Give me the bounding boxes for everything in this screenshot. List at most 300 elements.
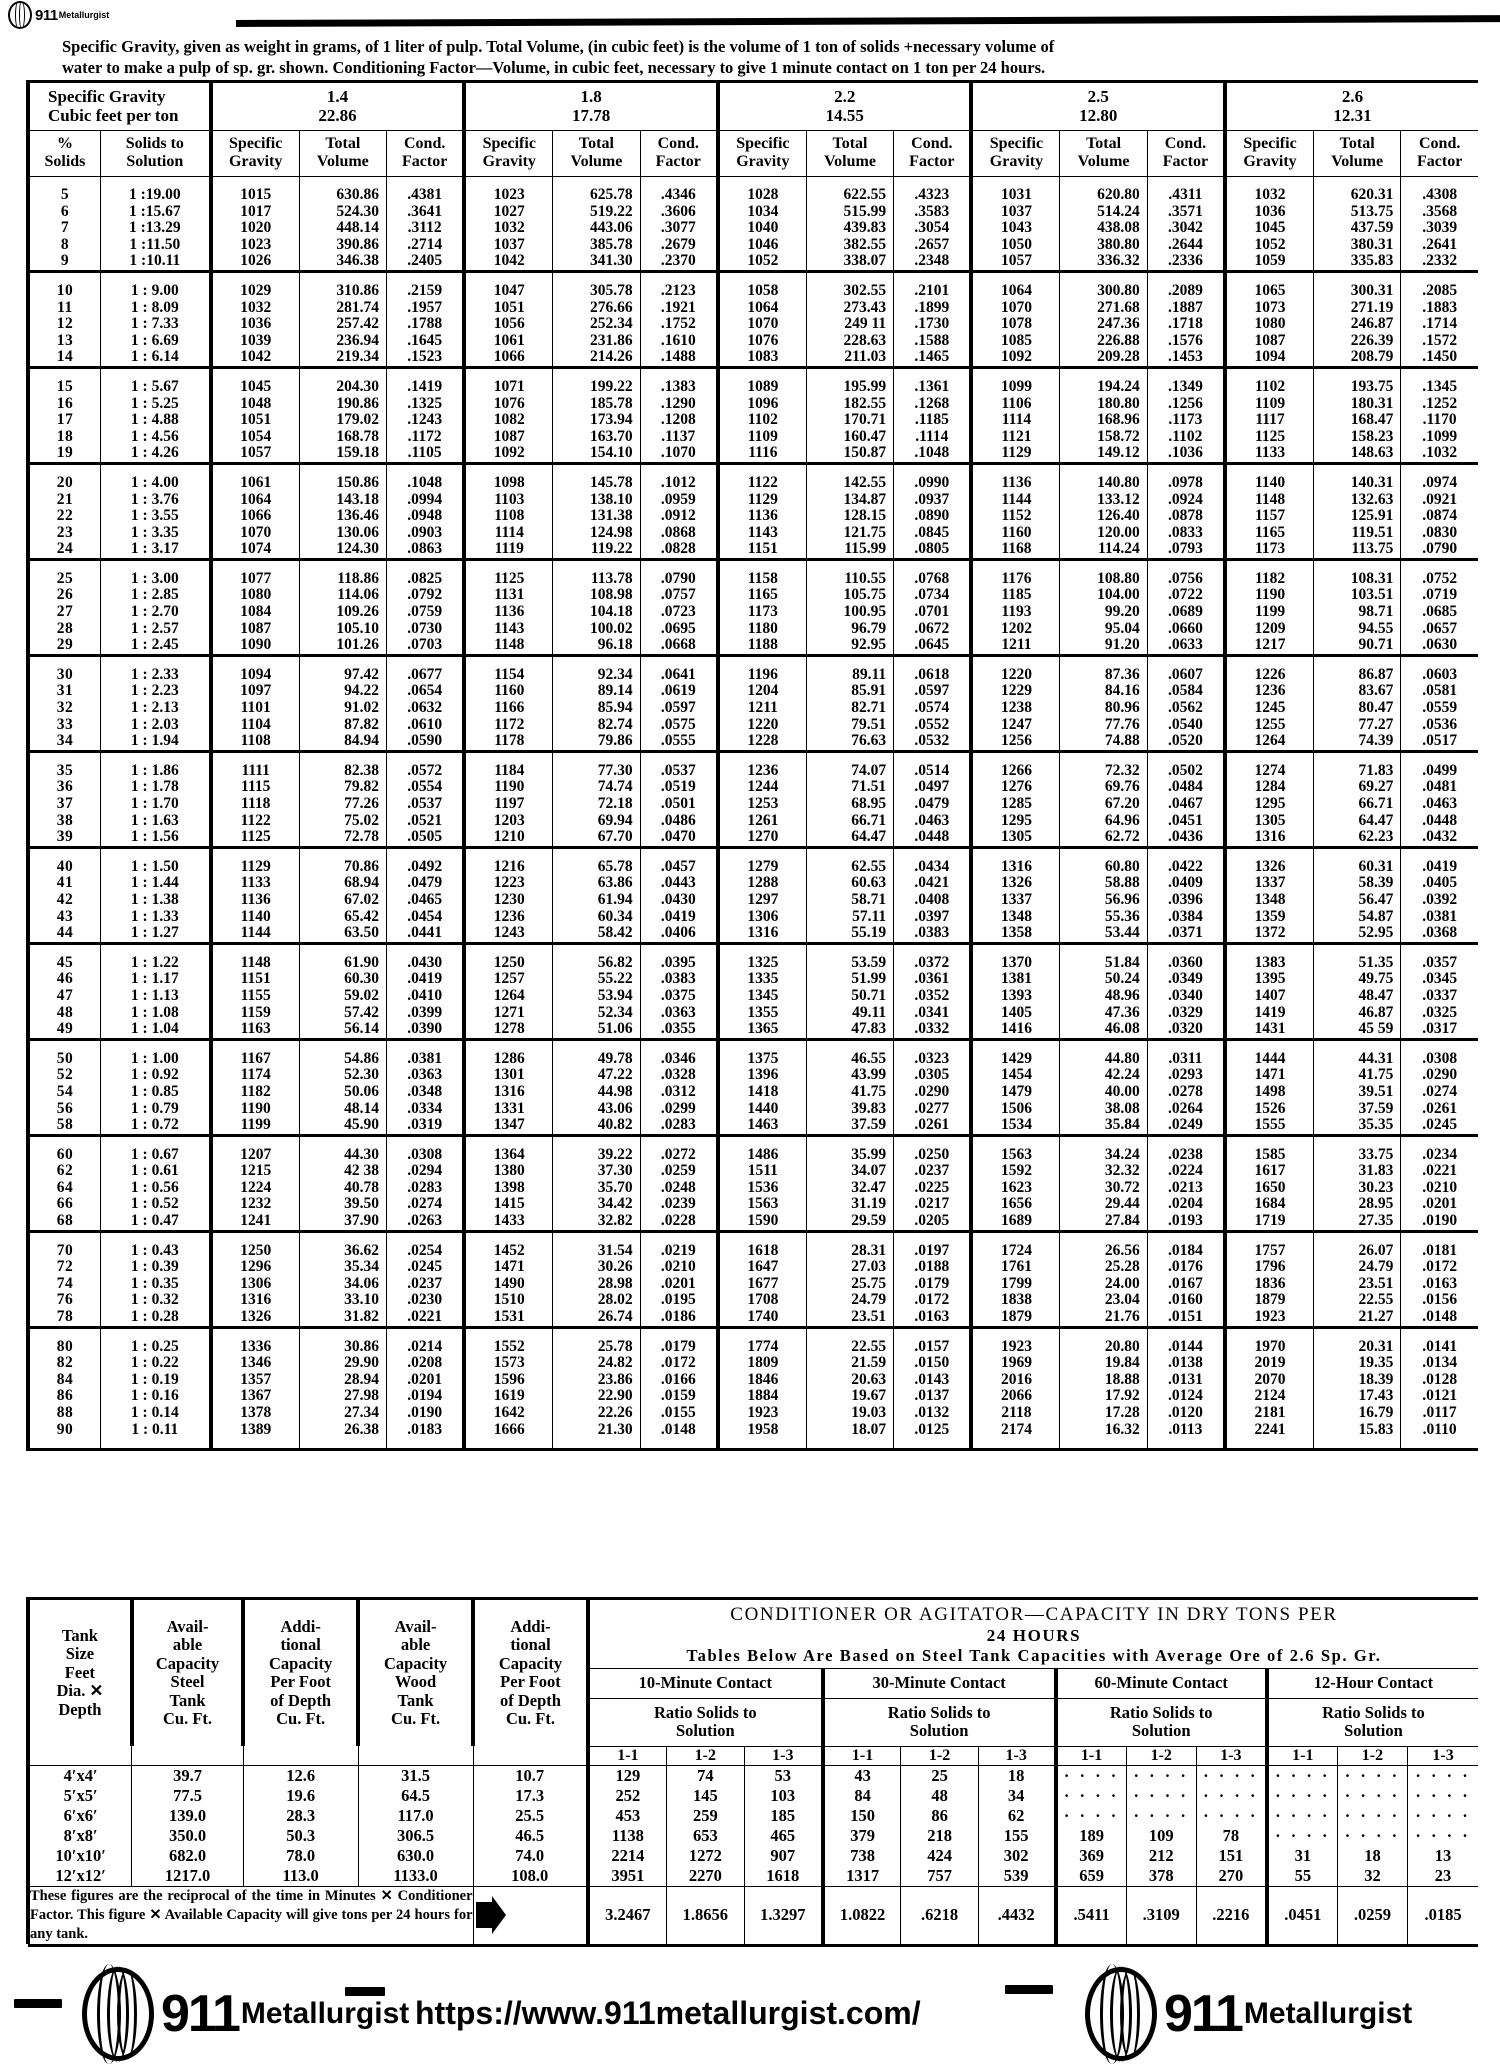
cell-specific-gravity: 1136 bbox=[971, 475, 1059, 492]
cell-total-volume: 439.83 bbox=[806, 220, 893, 237]
cell-cond-factor: .0723 bbox=[640, 604, 718, 621]
cell-pct-solids: 31 bbox=[28, 683, 100, 700]
header-specific-gravity-4: Specific Gravity bbox=[1225, 131, 1313, 177]
cell-cond-factor: .0352 bbox=[894, 988, 972, 1005]
cell-specific-gravity: 1087 bbox=[211, 621, 299, 638]
cell-cond-factor: .0283 bbox=[387, 1180, 465, 1197]
cell-specific-gravity: 1708 bbox=[718, 1292, 806, 1309]
cell-cond-factor: .0357 bbox=[1401, 955, 1478, 972]
cell-total-volume: 44.30 bbox=[299, 1147, 386, 1164]
header-total-volume-4: Total Volume bbox=[1313, 131, 1400, 177]
cell-total-volume: 44.31 bbox=[1313, 1051, 1400, 1068]
cell-specific-gravity: 1393 bbox=[971, 988, 1059, 1005]
table-row bbox=[28, 1309, 1478, 1327]
cell-specific-gravity: 1348 bbox=[971, 909, 1059, 926]
cell-total-volume: 48.96 bbox=[1060, 988, 1147, 1005]
cell-total-volume: 61.94 bbox=[553, 892, 640, 909]
cell-total-volume: 514.24 bbox=[1060, 204, 1147, 221]
cell-specific-gravity: 1066 bbox=[211, 508, 299, 525]
cell-cond-factor: .0948 bbox=[387, 508, 465, 525]
cell-total-volume: 54.86 bbox=[299, 1051, 386, 1068]
cell-cond-factor: .4346 bbox=[640, 187, 718, 204]
cell-cond-factor: .0397 bbox=[894, 909, 972, 926]
cell-total-volume: 58.88 bbox=[1060, 875, 1147, 892]
cell-cond-factor: .0337 bbox=[1401, 988, 1478, 1005]
cell-solids-to-solution: 1 : 0.72 bbox=[100, 1117, 210, 1135]
header-cond-factor-3: Cond. Factor bbox=[1147, 131, 1225, 177]
conditioner-cell-11: 13 bbox=[1408, 1846, 1478, 1866]
cell-specific-gravity: 1125 bbox=[464, 571, 552, 588]
cell-cond-factor: .0228 bbox=[640, 1213, 718, 1231]
cell-cond-factor: .0520 bbox=[1147, 733, 1225, 751]
cell-specific-gravity: 1498 bbox=[1225, 1084, 1313, 1101]
cell-total-volume: 24.82 bbox=[553, 1355, 640, 1372]
cell-pct-solids: 37 bbox=[28, 796, 100, 813]
cell-solids-to-solution: 1 : 1.78 bbox=[100, 779, 210, 796]
cell-specific-gravity: 1051 bbox=[211, 412, 299, 429]
intro-line-2: water to make a pulp of sp. gr. shown. Conditioning Factor—Volume, in cubic feet, necessary to give 1 minute contact on 1 ton per 24 hours. bbox=[62, 58, 1046, 77]
cell-total-volume: 31.19 bbox=[806, 1196, 893, 1213]
cell-solids-to-solution: 1 :19.00 bbox=[100, 187, 210, 204]
cell-cond-factor: .1572 bbox=[1401, 333, 1478, 350]
cell-specific-gravity: 1020 bbox=[211, 220, 299, 237]
cell-cond-factor: .0554 bbox=[387, 779, 465, 796]
cell-cond-factor: .0121 bbox=[1401, 1388, 1478, 1405]
cell-cond-factor: .0517 bbox=[1401, 733, 1478, 751]
cell-total-volume: 281.74 bbox=[299, 300, 386, 317]
cell-pct-solids: 74 bbox=[28, 1276, 100, 1293]
cell-total-volume: 89.11 bbox=[806, 667, 893, 684]
cell-cond-factor: .3583 bbox=[894, 204, 972, 221]
cell-cond-factor: .0159 bbox=[640, 1388, 718, 1405]
cell-total-volume: 23.04 bbox=[1060, 1292, 1147, 1309]
cell-total-volume: 51.99 bbox=[806, 971, 893, 988]
cell-cond-factor: .0484 bbox=[1147, 779, 1225, 796]
tank-cell-3: 630.0 bbox=[358, 1846, 473, 1866]
cell-total-volume: 60.31 bbox=[1313, 859, 1400, 876]
conditioner-cell-2: 1618 bbox=[744, 1866, 822, 1887]
cell-total-volume: 30.26 bbox=[553, 1259, 640, 1276]
cell-total-volume: 380.31 bbox=[1313, 237, 1400, 254]
table-row bbox=[28, 892, 1478, 909]
cell-specific-gravity: 1114 bbox=[464, 525, 552, 542]
cell-specific-gravity: 1923 bbox=[1225, 1309, 1313, 1327]
table-row bbox=[28, 621, 1478, 638]
cell-cond-factor: .0833 bbox=[1147, 525, 1225, 542]
cell-cond-factor: .0633 bbox=[1147, 637, 1225, 655]
cell-cond-factor: .0903 bbox=[387, 525, 465, 542]
cell-total-volume: 22.90 bbox=[553, 1388, 640, 1405]
cell-total-volume: 252.34 bbox=[553, 316, 640, 333]
cell-specific-gravity: 1724 bbox=[971, 1243, 1059, 1260]
cell-specific-gravity: 1052 bbox=[718, 253, 806, 271]
tank-cell-3: 64.5 bbox=[358, 1786, 473, 1806]
cell-cond-factor: .0205 bbox=[894, 1213, 972, 1231]
cell-specific-gravity: 1061 bbox=[464, 333, 552, 350]
cell-cond-factor: .0607 bbox=[1147, 667, 1225, 684]
cell-cond-factor: .1208 bbox=[640, 412, 718, 429]
cell-specific-gravity: 1152 bbox=[971, 508, 1059, 525]
cell-total-volume: 300.31 bbox=[1313, 283, 1400, 300]
cell-specific-gravity: 1087 bbox=[1225, 333, 1313, 350]
conditioner-cell-1: 653 bbox=[666, 1826, 744, 1846]
cell-cond-factor: .0792 bbox=[387, 587, 465, 604]
cell-specific-gravity: 1090 bbox=[211, 637, 299, 655]
table-row bbox=[28, 1826, 1478, 1846]
cell-pct-solids: 11 bbox=[28, 300, 100, 317]
cell-total-volume: 302.55 bbox=[806, 283, 893, 300]
cell-solids-to-solution: 1 :11.50 bbox=[100, 237, 210, 254]
cell-cond-factor: .2101 bbox=[894, 283, 972, 300]
cell-total-volume: 108.98 bbox=[553, 587, 640, 604]
top-watermark bbox=[8, 2, 109, 28]
cell-specific-gravity: 1136 bbox=[464, 604, 552, 621]
cell-specific-gravity: 1618 bbox=[718, 1243, 806, 1260]
cell-specific-gravity: 1074 bbox=[211, 541, 299, 559]
cell-specific-gravity: 1278 bbox=[464, 1021, 552, 1039]
conditioner-cell-0: 1138 bbox=[588, 1826, 666, 1846]
cell-solids-to-solution: 1 : 2.57 bbox=[100, 621, 210, 638]
cell-specific-gravity: 1052 bbox=[1225, 237, 1313, 254]
table-row bbox=[28, 813, 1478, 830]
cell-total-volume: 204.30 bbox=[299, 379, 386, 396]
conditioner-cell-10: · · · · bbox=[1337, 1806, 1407, 1826]
cell-cond-factor: .0434 bbox=[894, 859, 972, 876]
cell-cond-factor: .0409 bbox=[1147, 875, 1225, 892]
cell-total-volume: 71.51 bbox=[806, 779, 893, 796]
cell-total-volume: 77.76 bbox=[1060, 717, 1147, 734]
table-row bbox=[28, 1292, 1478, 1309]
cell-total-volume: 32.32 bbox=[1060, 1163, 1147, 1180]
cell-specific-gravity: 1032 bbox=[464, 220, 552, 237]
cell-total-volume: 26.74 bbox=[553, 1309, 640, 1327]
group-header-2-2: 2.2 14.55 bbox=[718, 82, 972, 131]
cell-total-volume: 55.19 bbox=[806, 925, 893, 943]
cell-cond-factor: .0151 bbox=[1147, 1309, 1225, 1327]
cell-cond-factor: .2657 bbox=[894, 237, 972, 254]
cell-total-volume: 513.75 bbox=[1313, 204, 1400, 221]
conditioner-title: CONDITIONER OR AGITATOR—CAPACITY IN DRY TONS PER 24 HOURS Tables Below Are Based on Steel Tank Capacities with Average Ore of 2.6 Sp. Gr. bbox=[588, 1599, 1478, 1669]
cell-specific-gravity: 1070 bbox=[971, 300, 1059, 317]
table-row bbox=[28, 988, 1478, 1005]
table-row bbox=[28, 1388, 1478, 1405]
table-row bbox=[28, 349, 1478, 367]
cell-pct-solids: 21 bbox=[28, 492, 100, 509]
cell-specific-gravity: 1563 bbox=[718, 1196, 806, 1213]
cell-total-volume: 143.18 bbox=[299, 492, 386, 509]
cell-total-volume: 437.59 bbox=[1313, 220, 1400, 237]
cell-cond-factor: .0521 bbox=[387, 813, 465, 830]
header-pct-solids: % Solids bbox=[28, 131, 100, 177]
cell-cond-factor: .0213 bbox=[1147, 1180, 1225, 1197]
conditioner-cell-2: 907 bbox=[744, 1846, 822, 1866]
cell-specific-gravity: 1080 bbox=[211, 587, 299, 604]
conditioner-cell-10: · · · · bbox=[1337, 1786, 1407, 1806]
cell-cond-factor: .0619 bbox=[640, 683, 718, 700]
cell-specific-gravity: 1106 bbox=[971, 396, 1059, 413]
cell-cond-factor: .0828 bbox=[640, 541, 718, 559]
cell-total-volume: 119.22 bbox=[553, 541, 640, 559]
cell-cond-factor: .0261 bbox=[894, 1117, 972, 1135]
cell-specific-gravity: 1367 bbox=[211, 1388, 299, 1405]
cell-solids-to-solution: 1 : 0.79 bbox=[100, 1101, 210, 1118]
cell-total-volume: 37.59 bbox=[1313, 1101, 1400, 1118]
cell-specific-gravity: 1347 bbox=[464, 1117, 552, 1135]
cell-total-volume: 515.99 bbox=[806, 204, 893, 221]
cell-solids-to-solution: 1 : 1.56 bbox=[100, 829, 210, 847]
cell-cond-factor: .1170 bbox=[1401, 412, 1478, 429]
cell-specific-gravity: 1118 bbox=[211, 796, 299, 813]
cell-pct-solids: 50 bbox=[28, 1051, 100, 1068]
cell-total-volume: 72.78 bbox=[299, 829, 386, 847]
cell-specific-gravity: 1345 bbox=[718, 988, 806, 1005]
tank-cell-2: 28.3 bbox=[243, 1806, 358, 1826]
cell-solids-to-solution: 1 : 3.17 bbox=[100, 541, 210, 559]
cell-specific-gravity: 1452 bbox=[464, 1243, 552, 1260]
cell-total-volume: 23.51 bbox=[806, 1309, 893, 1327]
cell-cond-factor: .0190 bbox=[1401, 1213, 1478, 1231]
cell-total-volume: 62.55 bbox=[806, 859, 893, 876]
table-row bbox=[28, 396, 1478, 413]
cell-specific-gravity: 1223 bbox=[464, 875, 552, 892]
cell-cond-factor: .0559 bbox=[1401, 700, 1478, 717]
intro-line-1: Specific Gravity, given as weight in grams, of 1 liter of pulp. Total Volume, (in cubic feet) is the volume of 1 ton of solids +necessary volume of bbox=[62, 37, 1055, 56]
cell-pct-solids: 35 bbox=[28, 763, 100, 780]
table-row bbox=[28, 1021, 1478, 1039]
conditioner-cell-4: 86 bbox=[901, 1806, 978, 1826]
cell-total-volume: 124.30 bbox=[299, 541, 386, 559]
cell-specific-gravity: 1064 bbox=[211, 492, 299, 509]
cell-specific-gravity: 1144 bbox=[971, 492, 1059, 509]
cell-specific-gravity: 1418 bbox=[718, 1084, 806, 1101]
cell-solids-to-solution: 1 : 1.63 bbox=[100, 813, 210, 830]
cell-cond-factor: .0584 bbox=[1147, 683, 1225, 700]
cell-total-volume: 31.82 bbox=[299, 1309, 386, 1327]
cell-cond-factor: .0138 bbox=[1147, 1355, 1225, 1372]
cell-specific-gravity: 1398 bbox=[464, 1180, 552, 1197]
header-cond-factor-1: Cond. Factor bbox=[640, 131, 718, 177]
cell-specific-gravity: 2174 bbox=[971, 1422, 1059, 1439]
table-row bbox=[28, 763, 1478, 780]
table-row bbox=[28, 541, 1478, 559]
cell-solids-to-solution: 1 : 1.04 bbox=[100, 1021, 210, 1039]
cell-total-volume: 118.86 bbox=[299, 571, 386, 588]
table-row bbox=[28, 604, 1478, 621]
cell-total-volume: 119.51 bbox=[1313, 525, 1400, 542]
cell-specific-gravity: 1444 bbox=[1225, 1051, 1313, 1068]
cell-specific-gravity: 1305 bbox=[1225, 813, 1313, 830]
cell-specific-gravity: 1429 bbox=[971, 1051, 1059, 1068]
cell-specific-gravity: 1355 bbox=[718, 1005, 806, 1022]
cell-cond-factor: .0390 bbox=[387, 1021, 465, 1039]
cell-cond-factor: .0597 bbox=[640, 700, 718, 717]
cell-specific-gravity: 1316 bbox=[971, 859, 1059, 876]
cell-specific-gravity: 1884 bbox=[718, 1388, 806, 1405]
cell-specific-gravity: 1121 bbox=[971, 429, 1059, 446]
cell-cond-factor: .0470 bbox=[640, 829, 718, 847]
conditioner-cell-4: 757 bbox=[901, 1866, 978, 1887]
cell-specific-gravity: 1057 bbox=[211, 445, 299, 463]
ratio-label-3: Ratio Solids to Solution bbox=[1267, 1698, 1478, 1746]
reciprocal-cell-3: 1.0822 bbox=[823, 1886, 901, 1944]
cell-cond-factor: .0392 bbox=[1401, 892, 1478, 909]
cell-cond-factor: .0148 bbox=[1401, 1309, 1478, 1327]
cell-specific-gravity: 1419 bbox=[1225, 1005, 1313, 1022]
cell-specific-gravity: 1396 bbox=[718, 1067, 806, 1084]
cell-solids-to-solution: 1 : 9.00 bbox=[100, 283, 210, 300]
cell-cond-factor: .0224 bbox=[1147, 1163, 1225, 1180]
cell-total-volume: 71.83 bbox=[1313, 763, 1400, 780]
ratio-col-header: 1-2 bbox=[1126, 1746, 1196, 1765]
cell-total-volume: 94.55 bbox=[1313, 621, 1400, 638]
conditioner-cell-6: 189 bbox=[1056, 1826, 1126, 1846]
cell-specific-gravity: 1511 bbox=[718, 1163, 806, 1180]
cell-specific-gravity: 1689 bbox=[971, 1213, 1059, 1231]
cell-specific-gravity: 1297 bbox=[718, 892, 806, 909]
cell-total-volume: 49.78 bbox=[553, 1051, 640, 1068]
cell-cond-factor: .0405 bbox=[1401, 875, 1478, 892]
cell-specific-gravity: 1190 bbox=[464, 779, 552, 796]
cell-cond-factor: .0805 bbox=[894, 541, 972, 559]
cell-specific-gravity: 1431 bbox=[1225, 1021, 1313, 1039]
cell-specific-gravity: 1375 bbox=[718, 1051, 806, 1068]
cell-cond-factor: .0176 bbox=[1147, 1259, 1225, 1276]
cell-solids-to-solution: 1 : 1.33 bbox=[100, 909, 210, 926]
cell-solids-to-solution: 1 : 5.25 bbox=[100, 396, 210, 413]
cell-total-volume: 273.43 bbox=[806, 300, 893, 317]
cell-specific-gravity: 1167 bbox=[211, 1051, 299, 1068]
cell-specific-gravity: 1405 bbox=[971, 1005, 1059, 1022]
cell-specific-gravity: 1331 bbox=[464, 1101, 552, 1118]
cell-specific-gravity: 1158 bbox=[718, 571, 806, 588]
cell-pct-solids: 43 bbox=[28, 909, 100, 926]
cell-specific-gravity: 1076 bbox=[464, 396, 552, 413]
cell-total-volume: 48.14 bbox=[299, 1101, 386, 1118]
cell-specific-gravity: 1114 bbox=[971, 412, 1059, 429]
cell-cond-factor: .0193 bbox=[1147, 1213, 1225, 1231]
cell-total-volume: 54.87 bbox=[1313, 909, 1400, 926]
cell-pct-solids: 58 bbox=[28, 1117, 100, 1135]
cell-pct-solids: 45 bbox=[28, 955, 100, 972]
cell-specific-gravity: 1389 bbox=[211, 1422, 299, 1439]
cell-cond-factor: .0660 bbox=[1147, 621, 1225, 638]
table-row bbox=[28, 637, 1478, 655]
cell-cond-factor: .0581 bbox=[1401, 683, 1478, 700]
contact-group-0: 10-Minute Contact bbox=[588, 1669, 823, 1699]
footer-url-link[interactable]: https://www.911metallurgist.com/ bbox=[415, 1995, 921, 2031]
ratio-col-header: 1-2 bbox=[666, 1746, 744, 1765]
cell-cond-factor: .1383 bbox=[640, 379, 718, 396]
cell-pct-solids: 30 bbox=[28, 667, 100, 684]
cell-total-volume: 257.42 bbox=[299, 316, 386, 333]
cell-total-volume: 26.07 bbox=[1313, 1243, 1400, 1260]
cell-total-volume: 24.79 bbox=[1313, 1259, 1400, 1276]
cell-cond-factor: .0204 bbox=[1147, 1196, 1225, 1213]
cell-cond-factor: .0408 bbox=[894, 892, 972, 909]
cell-total-volume: 69.76 bbox=[1060, 779, 1147, 796]
cell-pct-solids: 62 bbox=[28, 1163, 100, 1180]
cell-specific-gravity: 1166 bbox=[464, 700, 552, 717]
cell-specific-gravity: 1296 bbox=[211, 1259, 299, 1276]
cell-pct-solids: 32 bbox=[28, 700, 100, 717]
reciprocal-cell-2: 1.3297 bbox=[744, 1886, 822, 1944]
cell-total-volume: 51.35 bbox=[1313, 955, 1400, 972]
cell-total-volume: 46.08 bbox=[1060, 1021, 1147, 1039]
cell-total-volume: 168.47 bbox=[1313, 412, 1400, 429]
cell-cond-factor: .0448 bbox=[894, 829, 972, 847]
cell-specific-gravity: 1065 bbox=[1225, 283, 1313, 300]
table-row bbox=[28, 475, 1478, 492]
cell-cond-factor: .0308 bbox=[387, 1147, 465, 1164]
cell-specific-gravity: 1416 bbox=[971, 1021, 1059, 1039]
table-bottom bbox=[28, 1438, 1478, 1450]
cell-total-volume: 31.83 bbox=[1313, 1163, 1400, 1180]
cell-total-volume: 19.35 bbox=[1313, 1355, 1400, 1372]
cell-cond-factor: .0172 bbox=[1401, 1259, 1478, 1276]
cell-solids-to-solution: 1 : 0.56 bbox=[100, 1180, 210, 1197]
cell-cond-factor: .0719 bbox=[1401, 587, 1478, 604]
cell-total-volume: 52.34 bbox=[553, 1005, 640, 1022]
cell-specific-gravity: 1131 bbox=[464, 587, 552, 604]
cell-specific-gravity: 1326 bbox=[971, 875, 1059, 892]
cell-specific-gravity: 1108 bbox=[464, 508, 552, 525]
cell-specific-gravity: 1563 bbox=[971, 1147, 1059, 1164]
cell-specific-gravity: 1552 bbox=[464, 1339, 552, 1356]
cell-total-volume: 32.82 bbox=[553, 1213, 640, 1231]
cell-cond-factor: .0355 bbox=[640, 1021, 718, 1039]
cell-total-volume: 31.54 bbox=[553, 1243, 640, 1260]
cell-cond-factor: .0323 bbox=[894, 1051, 972, 1068]
cell-specific-gravity: 1047 bbox=[464, 283, 552, 300]
cell-cond-factor: .0994 bbox=[387, 492, 465, 509]
header-cond-factor-0: Cond. Factor bbox=[387, 131, 465, 177]
conditioner-cell-3: 379 bbox=[823, 1826, 901, 1846]
cell-total-volume: 64.47 bbox=[806, 829, 893, 847]
cell-specific-gravity: 1923 bbox=[971, 1339, 1059, 1356]
cell-total-volume: 74.74 bbox=[553, 779, 640, 796]
header-wood-available-capacity: Avail- able Capacity Wood Tank Cu. Ft. bbox=[358, 1599, 473, 1747]
cell-specific-gravity: 1306 bbox=[211, 1276, 299, 1293]
cell-specific-gravity: 1101 bbox=[211, 700, 299, 717]
cell-cond-factor: .2123 bbox=[640, 283, 718, 300]
cell-specific-gravity: 1133 bbox=[1225, 445, 1313, 463]
cell-solids-to-solution: 1 : 1.44 bbox=[100, 875, 210, 892]
cell-specific-gravity: 1316 bbox=[718, 925, 806, 943]
cell-cond-factor: .0201 bbox=[387, 1372, 465, 1389]
cell-cond-factor: .0332 bbox=[894, 1021, 972, 1039]
footer-logo-left bbox=[82, 1967, 409, 2061]
cell-cond-factor: .0422 bbox=[1147, 859, 1225, 876]
cell-specific-gravity: 1879 bbox=[1225, 1292, 1313, 1309]
cell-specific-gravity: 1407 bbox=[1225, 988, 1313, 1005]
cell-total-volume: 44.80 bbox=[1060, 1051, 1147, 1068]
cell-cond-factor: .0654 bbox=[387, 683, 465, 700]
cell-cond-factor: .0501 bbox=[640, 796, 718, 813]
ratio-col-header: 1-2 bbox=[901, 1746, 978, 1765]
cell-total-volume: 62.72 bbox=[1060, 829, 1147, 847]
cell-solids-to-solution: 1 : 0.43 bbox=[100, 1243, 210, 1260]
cell-cond-factor: .0463 bbox=[894, 813, 972, 830]
table-row bbox=[28, 300, 1478, 317]
cell-total-volume: 80.96 bbox=[1060, 700, 1147, 717]
cell-total-volume: 39.22 bbox=[553, 1147, 640, 1164]
cell-cond-factor: .0249 bbox=[1147, 1117, 1225, 1135]
cell-specific-gravity: 1316 bbox=[211, 1292, 299, 1309]
cell-specific-gravity: 1043 bbox=[971, 220, 1059, 237]
cell-total-volume: 168.78 bbox=[299, 429, 386, 446]
cell-total-volume: 64.47 bbox=[1313, 813, 1400, 830]
cell-cond-factor: .0878 bbox=[1147, 508, 1225, 525]
